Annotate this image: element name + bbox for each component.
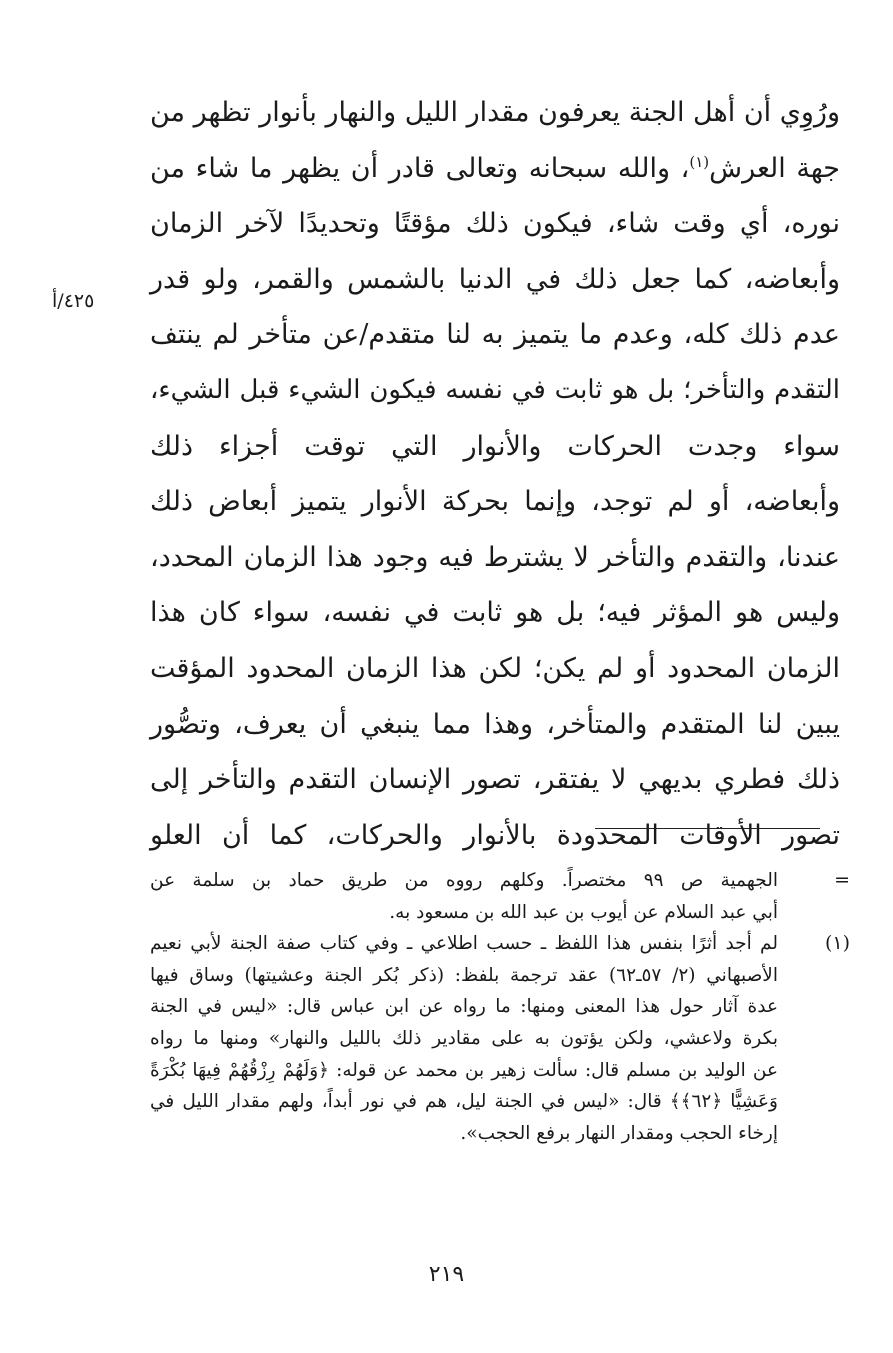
main-line: وأبعاضه، أو لم توجد، وإنما بحركة الأنوار يتميز أبعاض ذلك <box>150 486 840 518</box>
footnote-line: أبي عبد السلام عن أيوب بن عبد الله بن مسعود به. <box>389 901 778 923</box>
footnote-line: وَعَشِيًّا ﴿٦٢﴾﴾ قال: «ليس في الجنة ليل، هم في نور أبداً، ولهم مقدار الليل في <box>150 1091 778 1113</box>
main-line: وليس هو المؤثر فيه؛ بل هو ثابت في نفسه، سواء كان هذا <box>150 597 840 629</box>
manuscript-folio-note: ٤٢٥/أ <box>52 290 95 312</box>
main-line: نوره، أي وقت شاء، فيكون ذلك مؤقتًا وتحديدًا لآخر الزمان <box>150 208 840 240</box>
page-number: ٢١٩ <box>428 1262 465 1287</box>
main-line: الزمان المحدود أو لم يكن؛ لكن هذا الزمان المحدود المؤقت <box>150 652 840 684</box>
main-line: وأبعاضه، كما جعل ذلك في الدنيا بالشمس والقمر، ولو قدر <box>150 263 840 295</box>
footnote-line: بكرة ولاعشي، ولكن يؤتون به على مقادير ذلك بالليل والنهار» ومنها ما رواه <box>150 1027 778 1049</box>
main-line: عدم ذلك كله، وعدم ما يتميز به لنا متقدم/عن متأخر لم ينتف <box>150 319 840 351</box>
main-line: سواء وجدت الحركات والأنوار التي توقت أجزاء ذلك <box>150 430 840 462</box>
main-line: ورُوِي أن أهل الجنة يعرفون مقدار الليل والنهار بأنوار تظهر من <box>150 97 840 128</box>
footnote-line: لم أجد أثرًا بنفس هذا اللفظ ـ حسب اطلاعي ـ وفي كتاب صفة الجنة لأبي نعيم <box>150 933 778 955</box>
main-line <box>150 141 840 197</box>
main-line: يبين لنا المتقدم والمتأخر، وهذا مما ينبغي أن يعرف، وتصُّور <box>150 708 840 740</box>
main-line-segment: ، والله سبحانه وتعالى قادر أن يظهر ما شاء من <box>150 152 690 184</box>
footnote-line: عدة آثار حول هذا المعنى ومنها: ما رواه عن ابن عباس قال: «ليس في الجنة <box>150 996 778 1018</box>
footnote-line: إرخاء الحجب ومقدار النهار برفع الحجب». <box>460 1122 778 1144</box>
footnote-1 <box>150 928 850 1149</box>
footnote-line: عن الوليد بن مسلم قال: سألت زهير بن محمد عن قوله: ﴿وَلَهُمْ رِزْقُهُمْ فِيهَا بُكْرَةً <box>150 1059 778 1081</box>
footnote-reference[interactable]: (١) <box>689 152 710 171</box>
continuation-marker: = <box>834 869 850 891</box>
main-line-segment: جهة العرش <box>709 152 840 184</box>
footnote-number: (١) <box>824 932 850 955</box>
footnote-divider <box>595 828 820 829</box>
main-line: عندنا، والتقدم والتأخر لا يشترط فيه وجود هذا الزمان المحدد، <box>150 541 840 573</box>
main-text <box>150 85 840 919</box>
main-line: التقدم والتأخر؛ بل هو ثابت في نفسه فيكون الشيء قبل الشيء، <box>150 374 840 405</box>
main-line: تصور الأوقات المحدودة بالأنوار والحركات، كما أن العلو <box>150 819 840 851</box>
footnote-continuation <box>150 865 850 928</box>
main-line: ذلك فطري بديهي لا يفتقر، تصور الإنسان التقدم والتأخر إلى <box>150 764 840 796</box>
footnote-line: الجهمية ص ٩٩ مختصراً. وكلهم رووه من طريق حماد بن سلمة عن <box>150 870 778 891</box>
footnotes <box>150 865 850 1149</box>
footnote-line: الأصبهاني (٢/ ٥٧ـ٦٢) عقد ترجمة بلفظ: (ذكر بُكر الجنة وعشيتها) وساق فيها <box>150 964 778 986</box>
